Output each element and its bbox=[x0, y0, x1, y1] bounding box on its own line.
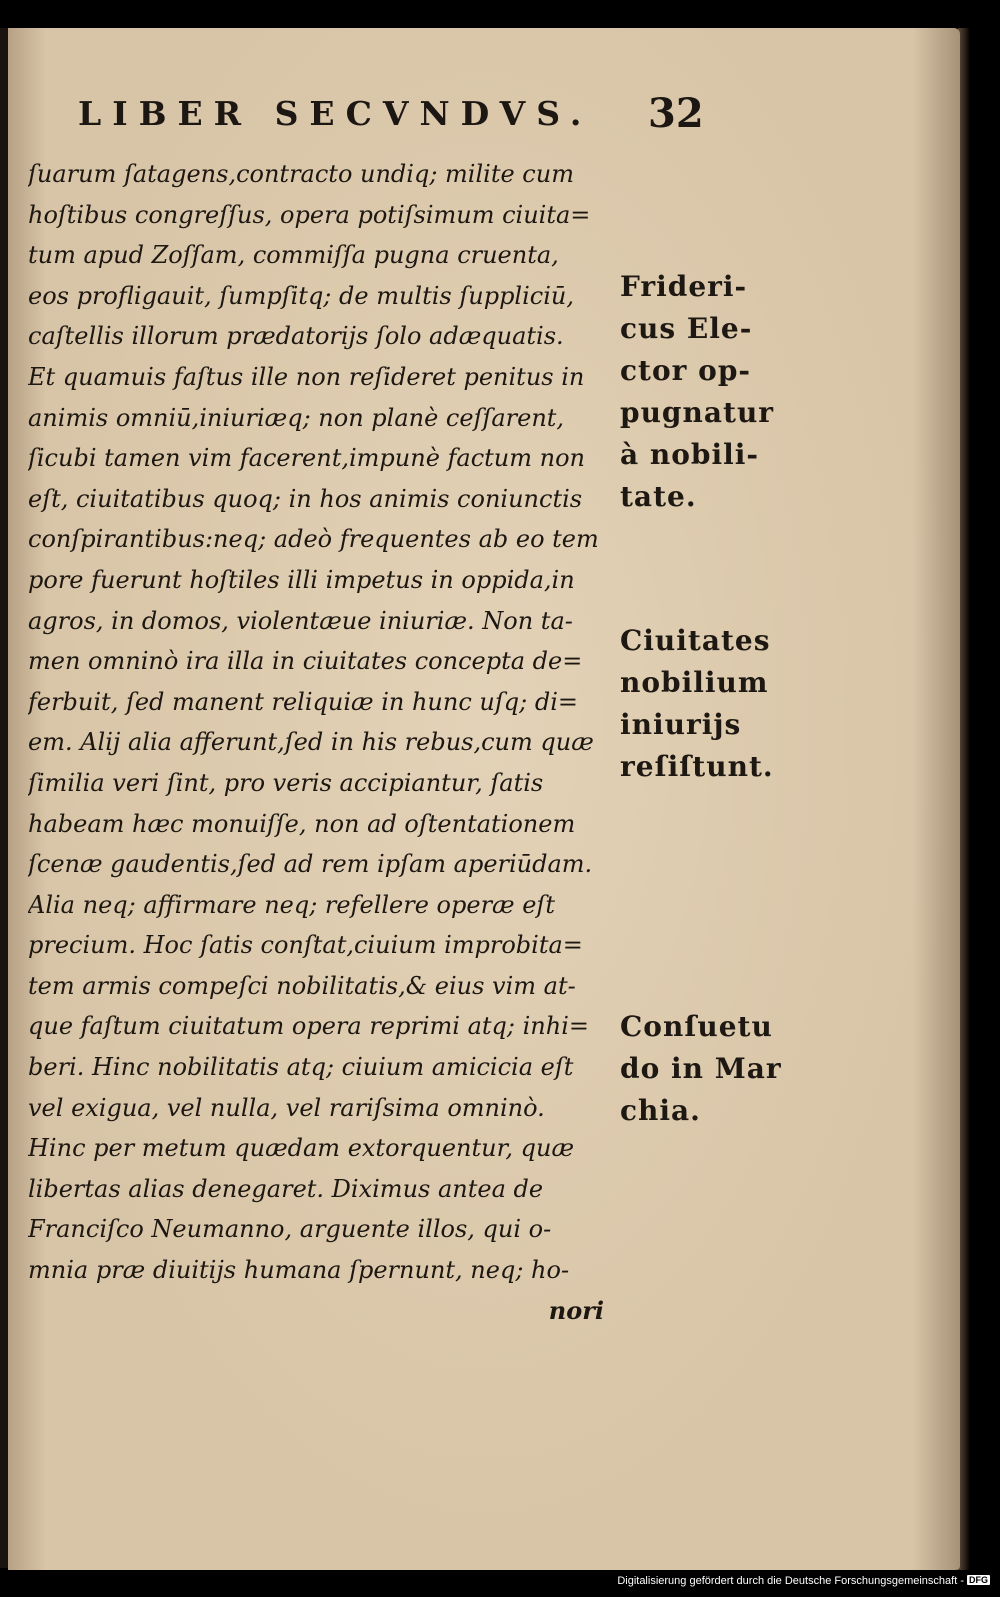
text-line: ſicubi tamen vim facerent,impunè factum non bbox=[28, 444, 586, 473]
marginal-note-line: cus Ele- bbox=[620, 312, 753, 345]
text-line: ſimilia veri ſint, pro veris accipiantur, ſatis bbox=[28, 768, 544, 797]
text-line: ferbuit, ſed manent reliquiæ in hunc uſq; di= bbox=[28, 687, 578, 716]
marginal-note-line: Frideri- bbox=[620, 270, 748, 303]
text-line: vel exigua, vel nulla, vel rariſsima omninò. bbox=[28, 1093, 545, 1122]
text-line: ſuarum ſatagens,contracto undiq; milite cum bbox=[28, 160, 574, 188]
text-line: men omninò ira illa in ciuitates concepta de= bbox=[28, 647, 583, 676]
text-line: animis omniū,iniuriæq; non planè ceſſarent, bbox=[28, 403, 565, 432]
text-line: que faſtum ciuitatum opera reprimi atq; inhi= bbox=[28, 1012, 589, 1041]
text-line: precium. Hoc ſatis conſtat,ciuium improbita= bbox=[28, 931, 583, 960]
text-line: agros, in domos, violentæue iniuriæ. Non ta- bbox=[28, 606, 573, 635]
marginal-note-line: iniurijs bbox=[620, 708, 742, 741]
text-line: conſpirantibus:neq; adeò frequentes ab eo tem bbox=[28, 525, 599, 554]
marginal-note-consuetudo bbox=[620, 1006, 840, 1132]
running-head: LIBER SECVNDVS. bbox=[78, 94, 593, 133]
body-text-column bbox=[28, 154, 618, 1331]
marginal-note-line: Conſuetu bbox=[620, 1010, 773, 1043]
credit-text: Digitalisierung gefördert durch die Deutsche Forschungsgemeinschaft - bbox=[617, 1575, 964, 1587]
marginal-note-fridericus bbox=[620, 266, 840, 518]
marginal-note-line: do in Mar bbox=[620, 1052, 782, 1085]
book-page bbox=[8, 28, 960, 1570]
digitization-credit bbox=[590, 1575, 990, 1587]
text-line: Franciſco Neumanno, arguente illos, qui o- bbox=[28, 1215, 552, 1244]
text-line: tem armis compeſci nobilitatis,& eius vim at- bbox=[28, 971, 576, 1000]
page-number: 32 bbox=[648, 90, 704, 137]
marginal-note-line: chia. bbox=[620, 1094, 701, 1127]
text-line: tum apud Zoſſam, commiſſa pugna cruenta, bbox=[28, 241, 559, 270]
text-line: Hinc per metum quædam extorquentur, quæ bbox=[28, 1134, 575, 1163]
marginal-note-line: à nobili- bbox=[620, 438, 760, 471]
marginal-note-line: pugnatur bbox=[620, 396, 775, 429]
text-line: Alia neq; affirmare neq; refellere operæ eſt bbox=[28, 890, 555, 919]
text-line: habeam hæc monuiſſe, non ad oſtentationem bbox=[28, 809, 576, 838]
marginal-note-line: reſiſtunt. bbox=[620, 750, 774, 783]
marginal-note-line: nobilium bbox=[620, 666, 769, 699]
text-line: hoſtibus congreſſus, opera potiſsimum ciuita= bbox=[28, 200, 591, 229]
text-line: Et quamuis faſtus ille non reſideret penitus in bbox=[28, 362, 585, 391]
marginal-note-line: Ciuitates bbox=[620, 624, 771, 657]
text-line: mnia præ diuitijs humana ſpernunt, neq; ho- bbox=[28, 1256, 570, 1285]
catchword: nori bbox=[548, 1295, 604, 1325]
text-line: ſcenæ gaudentis,ſed ad rem ipſam aperiūdam. bbox=[28, 850, 593, 879]
text-line: em. Alij alia afferunt,ſed in his rebus,cum quæ bbox=[28, 728, 594, 757]
text-line: caſtellis illorum prædatorijs ſolo adæquatis. bbox=[28, 322, 564, 351]
text-line: beri. Hinc nobilitatis atq; ciuium amicicia eſt bbox=[28, 1053, 574, 1082]
dfg-logo: DFG bbox=[969, 1575, 988, 1585]
marginal-note-line: tate. bbox=[620, 480, 697, 513]
marginal-note-line: ctor op- bbox=[620, 354, 752, 387]
marginal-note-ciuitates bbox=[620, 620, 840, 788]
text-line: libertas alias denegaret. Diximus antea de bbox=[28, 1174, 544, 1203]
text-line: eos profligauit, ſumpſitq; de multis ſuppliciū, bbox=[28, 281, 574, 310]
text-line: pore fuerunt hoſtiles illi impetus in oppida,in bbox=[28, 565, 575, 594]
text-line: eſt, ciuitatibus quoq; in hos animis coniunctis bbox=[28, 484, 583, 513]
